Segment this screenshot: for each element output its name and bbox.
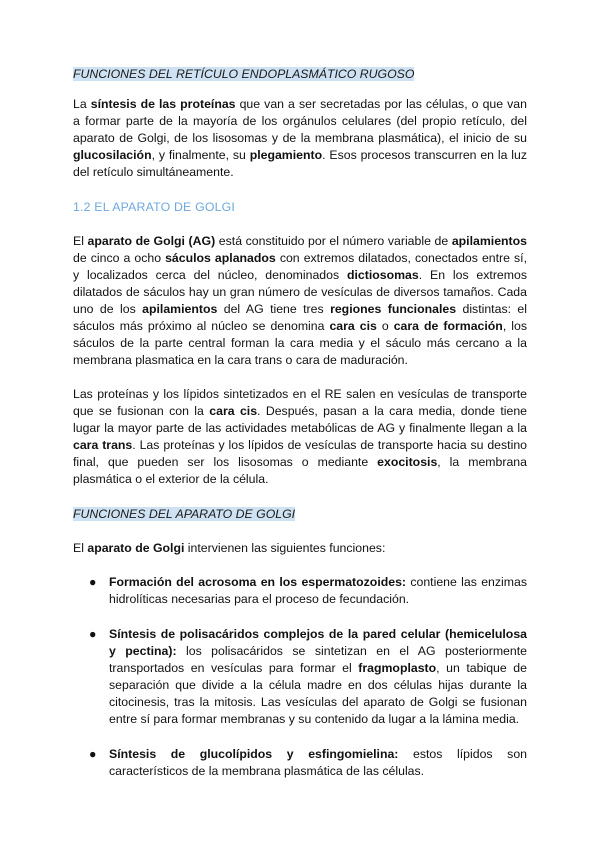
golgi-paragraph [73, 233, 527, 369]
bold-term: cara cis [329, 319, 377, 333]
text-run: , y finalmente, su [151, 148, 250, 162]
text-run: , la membrana plasmática o el exterior de la célula. [73, 455, 527, 486]
bold-term: sáculos aplanados [165, 251, 276, 265]
bold-term: Formación del acrosoma en los espermatozoides: [109, 575, 407, 589]
functions-list [73, 574, 527, 780]
bold-term: síntesis de las proteínas [90, 97, 236, 111]
text-run: La [73, 97, 91, 111]
rer-heading-row [73, 66, 527, 83]
text-run: intervienen las siguientes funciones: [184, 541, 386, 555]
text-run: Las proteínas y los lípidos sintetizados en el RE salen en vesículas de transporte que se fusionan con la [73, 387, 527, 418]
bold-term: Síntesis de polisacáridos complejos de la pared celular (hemicelulosa y pectina): [109, 627, 527, 658]
golgi-functions-heading: FUNCIONES DEL APARATO DE GOLGI [73, 507, 296, 521]
bold-term: glucosilación [73, 148, 152, 162]
bold-term: cara cis [209, 404, 258, 418]
text-run: El [73, 234, 88, 248]
text-run: . Las proteínas y los lípidos de vesículas de transporte hacia su destino final, que pueden ser los lisosomas o mediante [73, 438, 527, 469]
list-item [73, 626, 527, 728]
text-run: del AG tiene tres [217, 302, 331, 316]
rer-paragraph [73, 96, 527, 181]
text-run: estos lípidos son característicos de la membrana plasmática de las células. [109, 747, 528, 778]
bold-term: Síntesis de glucolípidos y esfingomielina: [109, 747, 399, 761]
text-run: , un tabique de separación que divide a la célula madre en dos células hijas durante la citocinesis, tras la mitosis. Las vesículas del aparato de Golgi se fusionan entre sí para formar membranas y su contenido da lugar a la lámina media. [109, 661, 527, 726]
bold-term: regiones funcionales [330, 302, 457, 316]
text-run: de cinco a ocho [73, 251, 166, 265]
rer-heading: FUNCIONES DEL RETÍCULO ENDOPLASMÁTICO RUGOSO [73, 67, 415, 81]
list-item [73, 574, 527, 608]
bold-term: aparato de Golgi (AG) [87, 234, 216, 248]
document-page [73, 66, 527, 780]
text-run: que van a ser secretadas por las células, o que van a formar parte de la mayoría de los orgánulos celulares (del propio retículo, del aparato de Golgi, de los lisosomas y de la membrana plasmática), el inicio de su [73, 97, 527, 145]
bold-term: cara de formación [393, 319, 503, 333]
text-run: . Esos procesos transcurren en la luz del retículo simultáneamente. [73, 148, 528, 179]
text-run: , los sáculos de la parte central forman la cara media y el sáculo más cercano a la membrana plasmatica en la cara trans o cara de maduración. [73, 319, 527, 367]
transport-paragraph [73, 386, 527, 488]
bold-term: cara trans [73, 438, 133, 452]
text-run: o [376, 319, 394, 333]
bold-term: apilamientos [451, 234, 527, 248]
text-run: . Después, pasan a la cara media, donde tiene lugar la mayor parte de las actividades metabólicas de AG y finalmente llegan a la [73, 404, 527, 435]
text-run: contiene las enzimas hidrolíticas necesarias para el proceso de fecundación. [109, 575, 528, 606]
bullet-icon: ● [89, 627, 97, 641]
bullet-icon: ● [89, 575, 97, 589]
bold-term: fragmoplasto [358, 661, 437, 675]
bold-term: aparato de Golgi [87, 541, 185, 555]
text-run: El [73, 541, 88, 555]
golgi-heading-row [73, 506, 527, 523]
bold-term: apilamientos [142, 302, 218, 316]
bold-term: plegamiento [249, 148, 323, 162]
bullet-icon: ● [89, 747, 97, 761]
bold-term: exocitosis [377, 455, 438, 469]
text-run: los polisacáridos se sintetizan en el AG posteriormente transportados en vesículas para formar el [109, 644, 527, 675]
functions-intro [73, 540, 527, 557]
section-title: 1.2 EL APARATO DE GOLGI [73, 200, 236, 214]
text-run: con extremos dilatados, conectados entre sí, y localizados cerca del núcleo, denominados [73, 251, 527, 282]
list-item [73, 746, 527, 780]
text-run: . En los extremos dilatados de sáculos hay un gran número de vesículas de diversos tamaños. Cada uno de los [73, 268, 528, 316]
bold-term: dictiosomas [346, 268, 419, 282]
text-run: está constituido por el número variable de [215, 234, 452, 248]
text-run: distintas: el sáculos más próximo al núcleo se denomina [73, 302, 527, 333]
